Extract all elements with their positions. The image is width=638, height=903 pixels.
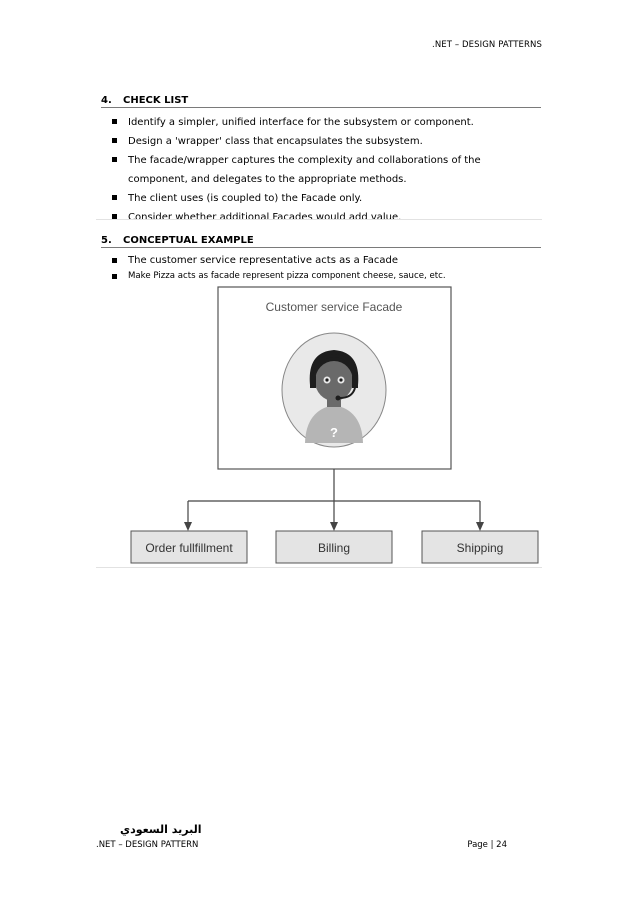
arrowheads: [184, 522, 484, 531]
list-item: Make Pizza acts as facade represent pizza component cheese, sauce, etc.: [101, 269, 541, 284]
facade-label: Customer service Facade: [265, 300, 403, 314]
list-item: Design a 'wrapper' class that encapsulates the subsystem.: [101, 132, 541, 151]
list-item: Consider whether additional Facades would add value.: [101, 208, 541, 227]
list-item: The facade/wrapper captures the complexity and collaborations of the component, and delegates to the appropriate methods.: [101, 151, 508, 189]
question-mark: ?: [330, 425, 338, 440]
section-5-number: 5.: [101, 235, 112, 246]
footer-arabic-label: البريد السعودي: [120, 823, 202, 836]
order-fulfillment-label: Order fullfillment: [145, 541, 233, 555]
section-4-title: CHECK LIST: [123, 95, 189, 106]
page-header: .NET – DESIGN PATTERNS: [432, 40, 542, 50]
page-number: Page | 24: [467, 840, 507, 850]
section-4-number: 4.: [101, 95, 112, 106]
list-item: Identify a simpler, unified interface for the subsystem or component.: [101, 113, 541, 132]
list-item: The customer service representative acts as a Facade: [101, 253, 541, 269]
section-divider: [96, 567, 542, 568]
shipping-label: Shipping: [456, 541, 504, 555]
billing-label: Billing: [317, 541, 351, 555]
section-5-title: CONCEPTUAL EXAMPLE: [123, 235, 254, 246]
list-item: The client uses (is coupled to) the Facade only.: [101, 189, 541, 208]
connector-lines: [188, 469, 480, 524]
footer-left: .NET – DESIGN PATTERN: [96, 840, 199, 850]
